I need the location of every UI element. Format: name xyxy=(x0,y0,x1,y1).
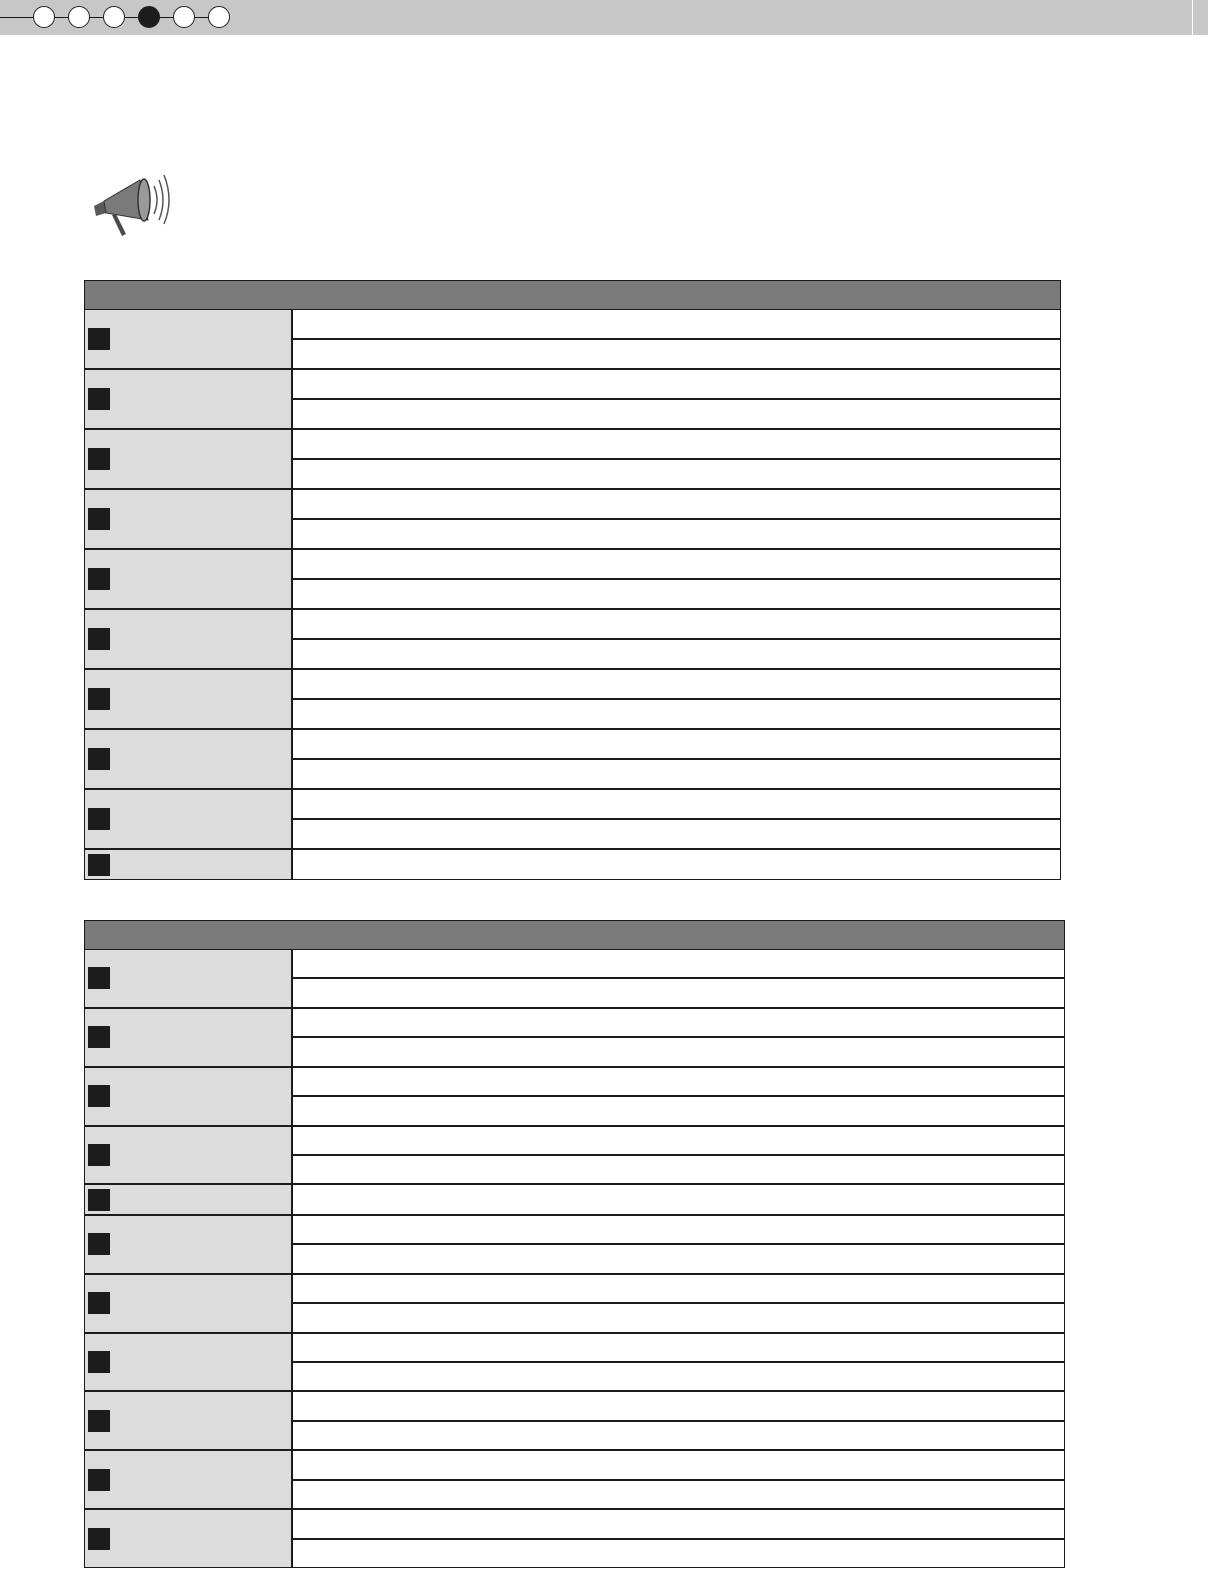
table-row-group xyxy=(85,1275,1064,1334)
row-value-cell xyxy=(293,1245,1064,1272)
row-value-column xyxy=(293,430,1060,488)
row-value-cell xyxy=(293,1275,1064,1304)
row-label-cell xyxy=(85,1216,293,1273)
row-value-cell xyxy=(293,1185,1064,1213)
row-label-cell xyxy=(85,730,293,788)
square-bullet-icon xyxy=(88,1233,110,1255)
square-bullet-icon xyxy=(88,1189,110,1211)
settings-table-2 xyxy=(84,920,1065,1568)
table-row-group xyxy=(85,1451,1064,1510)
row-value-cell xyxy=(293,370,1060,400)
table-header xyxy=(85,921,1064,950)
step-circle-6[interactable] xyxy=(208,6,230,28)
table-row-group xyxy=(85,1009,1064,1068)
row-value-cell xyxy=(293,1481,1064,1508)
row-value-column xyxy=(293,790,1060,848)
table-row-group xyxy=(85,950,1064,1009)
row-value-column xyxy=(293,1185,1064,1213)
row-value-cell xyxy=(293,1392,1064,1421)
square-bullet-icon xyxy=(88,1026,110,1048)
row-value-cell xyxy=(293,1097,1064,1124)
row-value-cell xyxy=(293,950,1064,979)
row-value-column xyxy=(293,1216,1064,1273)
row-label-cell xyxy=(85,1275,293,1332)
row-value-cell xyxy=(293,760,1060,788)
row-label-cell xyxy=(85,1510,293,1567)
table-row-group xyxy=(85,1334,1064,1393)
row-label-cell xyxy=(85,850,293,879)
row-value-column xyxy=(293,610,1060,668)
row-value-cell xyxy=(293,979,1064,1006)
row-value-column xyxy=(293,950,1064,1007)
square-bullet-icon xyxy=(88,628,110,650)
row-label-cell xyxy=(85,1127,293,1184)
step-circle-4[interactable] xyxy=(138,6,160,28)
square-bullet-icon xyxy=(88,808,110,830)
table-row-group xyxy=(85,1216,1064,1275)
square-bullet-icon xyxy=(88,1351,110,1373)
table-row-group xyxy=(85,1127,1064,1186)
row-value-cell xyxy=(293,1363,1064,1390)
row-value-cell xyxy=(293,1068,1064,1097)
top-navigation-bar xyxy=(0,0,1208,35)
square-bullet-icon xyxy=(88,568,110,590)
row-value-cell xyxy=(293,850,1060,879)
row-value-cell xyxy=(293,430,1060,460)
row-value-cell xyxy=(293,1304,1064,1331)
square-bullet-icon xyxy=(88,328,110,350)
table-header xyxy=(85,281,1060,310)
row-value-column xyxy=(293,670,1060,728)
row-value-column xyxy=(293,1334,1064,1391)
row-value-column xyxy=(293,550,1060,608)
square-bullet-icon xyxy=(88,1528,110,1550)
row-value-column xyxy=(293,310,1060,368)
row-value-cell xyxy=(293,340,1060,368)
row-value-cell xyxy=(293,580,1060,608)
table-row-group xyxy=(85,490,1060,550)
row-value-column xyxy=(293,1451,1064,1508)
square-bullet-icon xyxy=(88,748,110,770)
row-value-cell xyxy=(293,310,1060,340)
row-value-column xyxy=(293,490,1060,548)
step-circle-5[interactable] xyxy=(173,6,195,28)
table-row-group xyxy=(85,430,1060,490)
table-row-group xyxy=(85,1392,1064,1451)
row-value-cell xyxy=(293,520,1060,548)
table-row-group xyxy=(85,370,1060,430)
row-value-column xyxy=(293,1009,1064,1066)
row-value-cell xyxy=(293,400,1060,428)
table-row-group xyxy=(85,610,1060,670)
bar-divider xyxy=(1192,0,1193,35)
step-circle-1[interactable] xyxy=(33,6,55,28)
row-value-cell xyxy=(293,1422,1064,1449)
table-row-group xyxy=(85,1068,1064,1127)
row-value-column xyxy=(293,370,1060,428)
row-value-cell xyxy=(293,1038,1064,1065)
row-value-cell xyxy=(293,670,1060,700)
row-value-column xyxy=(293,850,1060,879)
table-row-group xyxy=(85,310,1060,370)
row-label-cell xyxy=(85,550,293,608)
table-row-group xyxy=(85,1185,1064,1215)
row-value-cell xyxy=(293,1216,1064,1245)
row-value-column xyxy=(293,1510,1064,1567)
row-label-cell xyxy=(85,790,293,848)
square-bullet-icon xyxy=(88,1410,110,1432)
row-value-cell xyxy=(293,1451,1064,1480)
row-value-cell xyxy=(293,1156,1064,1183)
row-value-column xyxy=(293,1127,1064,1184)
row-value-cell xyxy=(293,460,1060,488)
table-row-group xyxy=(85,670,1060,730)
step-circle-3[interactable] xyxy=(103,6,125,28)
row-value-column xyxy=(293,1392,1064,1449)
row-value-column xyxy=(293,1275,1064,1332)
row-value-cell xyxy=(293,550,1060,580)
row-value-cell xyxy=(293,820,1060,848)
table-row-group xyxy=(85,550,1060,610)
row-value-cell xyxy=(293,700,1060,728)
row-value-cell xyxy=(293,610,1060,640)
row-label-cell xyxy=(85,1009,293,1066)
square-bullet-icon xyxy=(88,1085,110,1107)
row-label-cell xyxy=(85,610,293,668)
square-bullet-icon xyxy=(88,1144,110,1166)
square-bullet-icon xyxy=(88,688,110,710)
row-value-cell xyxy=(293,640,1060,668)
row-value-column xyxy=(293,730,1060,788)
table-row-group xyxy=(85,1510,1064,1567)
row-label-cell xyxy=(85,1334,293,1391)
row-label-cell xyxy=(85,670,293,728)
square-bullet-icon xyxy=(88,967,110,989)
row-value-column xyxy=(293,1068,1064,1125)
table-row-group xyxy=(85,790,1060,850)
megaphone-icon xyxy=(90,168,174,240)
row-value-cell xyxy=(293,490,1060,520)
square-bullet-icon xyxy=(88,1292,110,1314)
row-value-cell xyxy=(293,790,1060,820)
row-label-cell xyxy=(85,430,293,488)
table-row-group xyxy=(85,850,1060,879)
row-value-cell xyxy=(293,1009,1064,1038)
square-bullet-icon xyxy=(88,448,110,470)
row-label-cell xyxy=(85,490,293,548)
row-label-cell xyxy=(85,310,293,368)
row-label-cell xyxy=(85,1185,293,1213)
row-value-cell xyxy=(293,1334,1064,1363)
row-label-cell xyxy=(85,1451,293,1508)
settings-table-1 xyxy=(84,280,1061,880)
row-label-cell xyxy=(85,1392,293,1449)
square-bullet-icon xyxy=(88,854,110,876)
row-value-cell xyxy=(293,1540,1064,1567)
step-circle-2[interactable] xyxy=(68,6,90,28)
row-label-cell xyxy=(85,370,293,428)
row-value-cell xyxy=(293,730,1060,760)
square-bullet-icon xyxy=(88,508,110,530)
row-value-cell xyxy=(293,1510,1064,1539)
row-label-cell xyxy=(85,1068,293,1125)
table-row-group xyxy=(85,730,1060,790)
square-bullet-icon xyxy=(88,388,110,410)
square-bullet-icon xyxy=(88,1469,110,1491)
row-value-cell xyxy=(293,1127,1064,1156)
row-label-cell xyxy=(85,950,293,1007)
